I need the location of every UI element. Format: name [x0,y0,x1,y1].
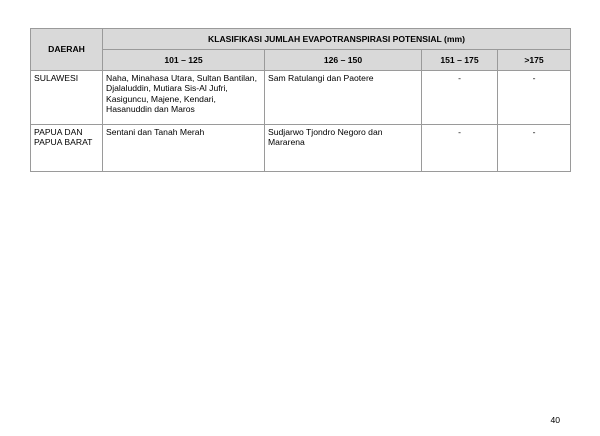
header-row-ranges [31,50,571,71]
stations-cell-over-175: - [498,125,571,172]
page-number: 40 [550,415,560,425]
stations-cell-151-175: - [422,71,498,125]
region-cell: PAPUA DAN PAPUA BARAT [31,125,103,172]
table-body [31,71,571,172]
region-cell: SULAWESI [31,71,103,125]
table-row [31,71,571,125]
range-header-151-175: 151 – 175 [422,50,498,71]
stations-cell-101-125: Naha, Minahasa Utara, Sultan Bantilan, Djalaluddin, Mutiara Sis-Al Jufri, Kasiguncu, Majene, Kendari, Hasanuddin dan Maros [103,71,265,125]
region-column-header: DAERAH [31,29,103,71]
stations-cell-over-175: - [498,71,571,125]
classification-group-header: KLASIFIKASI JUMLAH EVAPOTRANSPIRASI POTENSIAL (mm) [103,29,571,50]
stations-cell-126-150: Sudjarwo Tjondro Negoro dan Mararena [265,125,422,172]
stations-cell-101-125: Sentani dan Tanah Merah [103,125,265,172]
range-header-126-150: 126 – 150 [265,50,422,71]
evapotranspiration-table [30,28,571,172]
range-header-101-125: 101 – 125 [103,50,265,71]
range-header-over-175: >175 [498,50,571,71]
header-row-group [31,29,571,50]
stations-cell-126-150: Sam Ratulangi dan Paotere [265,71,422,125]
table-row [31,125,571,172]
table-header [31,29,571,71]
stations-cell-151-175: - [422,125,498,172]
